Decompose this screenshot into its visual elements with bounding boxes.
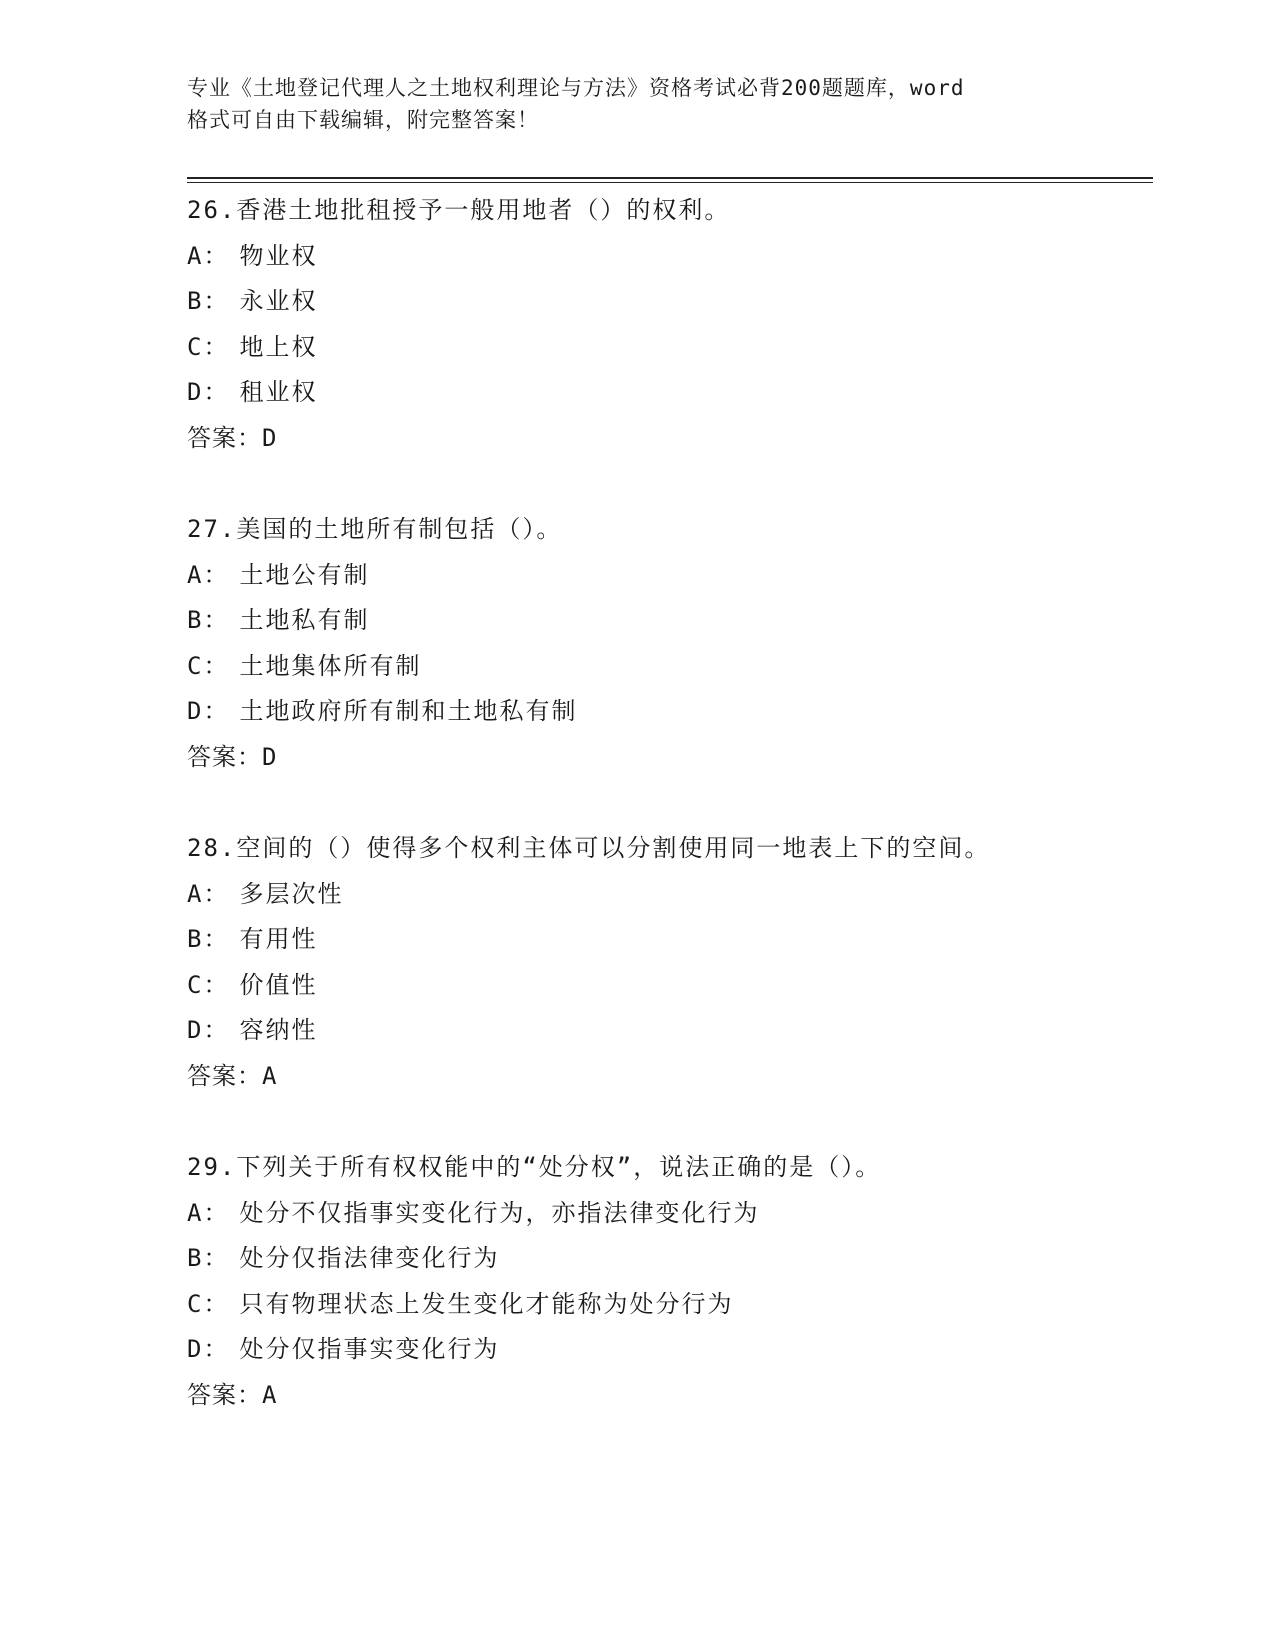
- answer-label: 答案：: [187, 423, 262, 452]
- option-b: [187, 1236, 1147, 1282]
- question-stem: 28.空间的（）使得多个权利主体可以分割使用同一地表上下的空间。: [187, 834, 991, 862]
- answer-value: A: [262, 1061, 278, 1090]
- option-b: [187, 917, 1147, 963]
- option-a: [187, 234, 1147, 280]
- option-text: 永业权: [239, 287, 318, 315]
- option-text: 有用性: [239, 925, 318, 953]
- option-a: [187, 872, 1147, 918]
- option-d: [187, 1008, 1147, 1054]
- option-a: [187, 553, 1147, 599]
- answer-line: [187, 416, 1147, 462]
- document-header: [187, 72, 1067, 136]
- question-list: [187, 188, 1147, 1464]
- header-divider-thin: [187, 182, 1153, 183]
- option-text: 土地集体所有制: [239, 651, 422, 680]
- option-letter: D：: [187, 1335, 230, 1363]
- option-letter: B：: [187, 606, 230, 634]
- option-text: 地上权: [239, 332, 318, 361]
- question-stem: 29.下列关于所有权权能中的“处分权”，说法正确的是（）。: [187, 1153, 882, 1181]
- answer-label: 答案：: [187, 1061, 262, 1090]
- question-stem: 26.香港土地批租授予一般用地者（）的权利。: [187, 196, 731, 224]
- option-letter: A：: [187, 241, 230, 270]
- option-text: 处分仅指事实变化行为: [239, 1335, 500, 1363]
- option-d: [187, 1327, 1147, 1373]
- answer-line: [187, 1054, 1147, 1100]
- option-letter: B：: [187, 925, 230, 953]
- answer-label: 答案：: [187, 742, 262, 771]
- option-letter: C：: [187, 970, 230, 999]
- option-text: 只有物理状态上发生变化才能称为处分行为: [239, 1289, 734, 1318]
- option-c: [187, 1282, 1147, 1328]
- option-letter: D：: [187, 1016, 230, 1044]
- option-letter: B：: [187, 1244, 230, 1272]
- option-a: [187, 1191, 1147, 1237]
- option-text: 土地私有制: [239, 606, 370, 634]
- option-letter: D：: [187, 697, 230, 725]
- option-text: 处分不仅指事实变化行为，亦指法律变化行为: [239, 1198, 760, 1227]
- option-letter: C：: [187, 332, 230, 361]
- answer-line: [187, 735, 1147, 781]
- option-letter: D：: [187, 378, 230, 406]
- question-27: [187, 507, 1147, 780]
- question-28: [187, 826, 1147, 1099]
- answer-value: D: [262, 423, 278, 452]
- option-text: 多层次性: [239, 879, 344, 908]
- option-letter: C：: [187, 651, 230, 680]
- option-c: [187, 325, 1147, 371]
- option-letter: C：: [187, 1289, 230, 1318]
- header-line-2: 格式可自由下载编辑，附完整答案！: [187, 108, 539, 132]
- question-stem: 27.美国的土地所有制包括（）。: [187, 515, 563, 543]
- header-line-1: 专业《土地登记代理人之土地权利理论与方法》资格考试必背200题题库，word: [187, 76, 965, 100]
- option-letter: B：: [187, 287, 230, 315]
- option-d: [187, 370, 1147, 416]
- answer-label: 答案：: [187, 1380, 262, 1409]
- option-text: 租业权: [239, 378, 318, 406]
- option-letter: A：: [187, 1198, 230, 1227]
- option-b: [187, 279, 1147, 325]
- answer-line: [187, 1373, 1147, 1419]
- option-letter: A：: [187, 560, 230, 589]
- option-c: [187, 963, 1147, 1009]
- option-c: [187, 644, 1147, 690]
- question-29: [187, 1145, 1147, 1418]
- option-text: 土地政府所有制和土地私有制: [239, 697, 578, 725]
- answer-value: A: [262, 1380, 278, 1409]
- option-d: [187, 689, 1147, 735]
- option-text: 处分仅指法律变化行为: [239, 1244, 500, 1272]
- option-text: 土地公有制: [239, 560, 370, 589]
- option-text: 价值性: [239, 970, 318, 999]
- option-b: [187, 598, 1147, 644]
- option-text: 容纳性: [239, 1016, 318, 1044]
- option-letter: A：: [187, 879, 230, 908]
- answer-value: D: [262, 742, 278, 771]
- header-divider-thick: [187, 177, 1153, 179]
- question-26: [187, 188, 1147, 461]
- option-text: 物业权: [239, 241, 318, 270]
